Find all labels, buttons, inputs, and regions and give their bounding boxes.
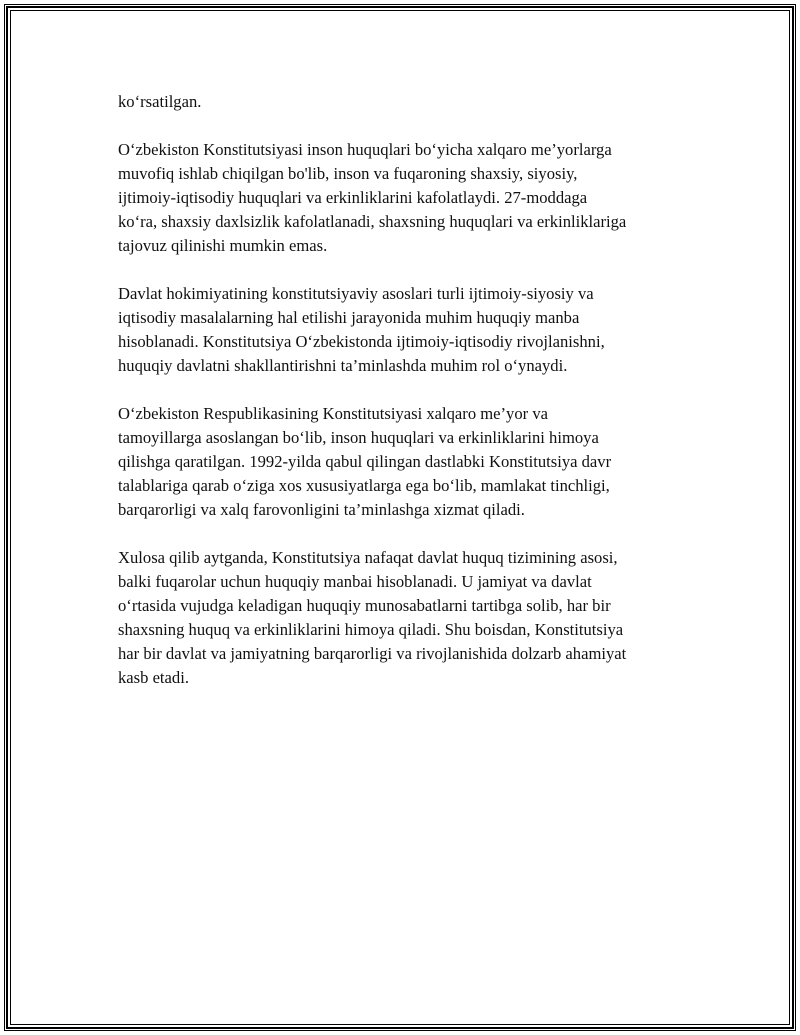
paragraph-continuation: koʻrsatilgan. <box>118 92 202 111</box>
paragraph-republic-constitution: Oʻzbekiston Respublikasining Konstitutsiyasi xalqaro me’yor va tamoyillarga asoslangan boʻlib, inson huquqlari va erkinliklarini himoya qilishga qaratilgan. 1992-yilda qabul qilingan dastlabki Konstitutsiya davr talablariga qarab oʻziga xos xususiyatlarga ega boʻlib, mamlakat tinchligi, barqarorligi va xalq farovonligini ta’minlashga xizmat qiladi. <box>118 404 612 519</box>
paragraph-state-power: Davlat hokimiyatining konstitutsiyaviy asoslari turli ijtimoiy-siyosiy va iqtisodiy masalalarning hal etilishi jarayonida muhim huquqiy manba hisoblanadi. Konstitutsiya Oʻzbekistonda ijtimoiy-iqtisodiy rivojlanishni, huquqiy davlatni shakllantirishni ta’minlashda muhim rol oʻynaydi. <box>118 284 605 375</box>
paragraph-human-rights: Oʻzbekiston Konstitutsiyasi inson huquqlari boʻyicha xalqaro me’yorlarga muvofiq ishlab chiqilgan bo'lib, inson va fuqaroning shaxsiy, siyosiy, ijtimoiy-iqtisodiy huquqlari va erkinliklarini kafolatlaydi. 27-moddaga koʻra, shaxsiy daxlsizlik kafolatlanadi, shaxsning huquqlari va erkinliklariga tajovuz qilinishi mumkin emas. <box>118 140 627 255</box>
paragraph-conclusion: Xulosa qilib aytganda, Konstitutsiya nafaqat davlat huquq tizimining asosi, balki fuqarolar uchun huquqiy manbai hisoblanadi. U jamiyat va davlat oʻrtasida vujudga keladigan huquqiy munosabatlarni tartibga solib, har bir shaxsning huquq va erkinliklarini himoya qiladi. Shu boisdan, Konstitutsiya har bir davlat va jamiyatning barqarorligi va rivojlanishida dolzarb ahamiyat kasb etadi. <box>118 548 627 687</box>
document-body <box>118 90 698 714</box>
